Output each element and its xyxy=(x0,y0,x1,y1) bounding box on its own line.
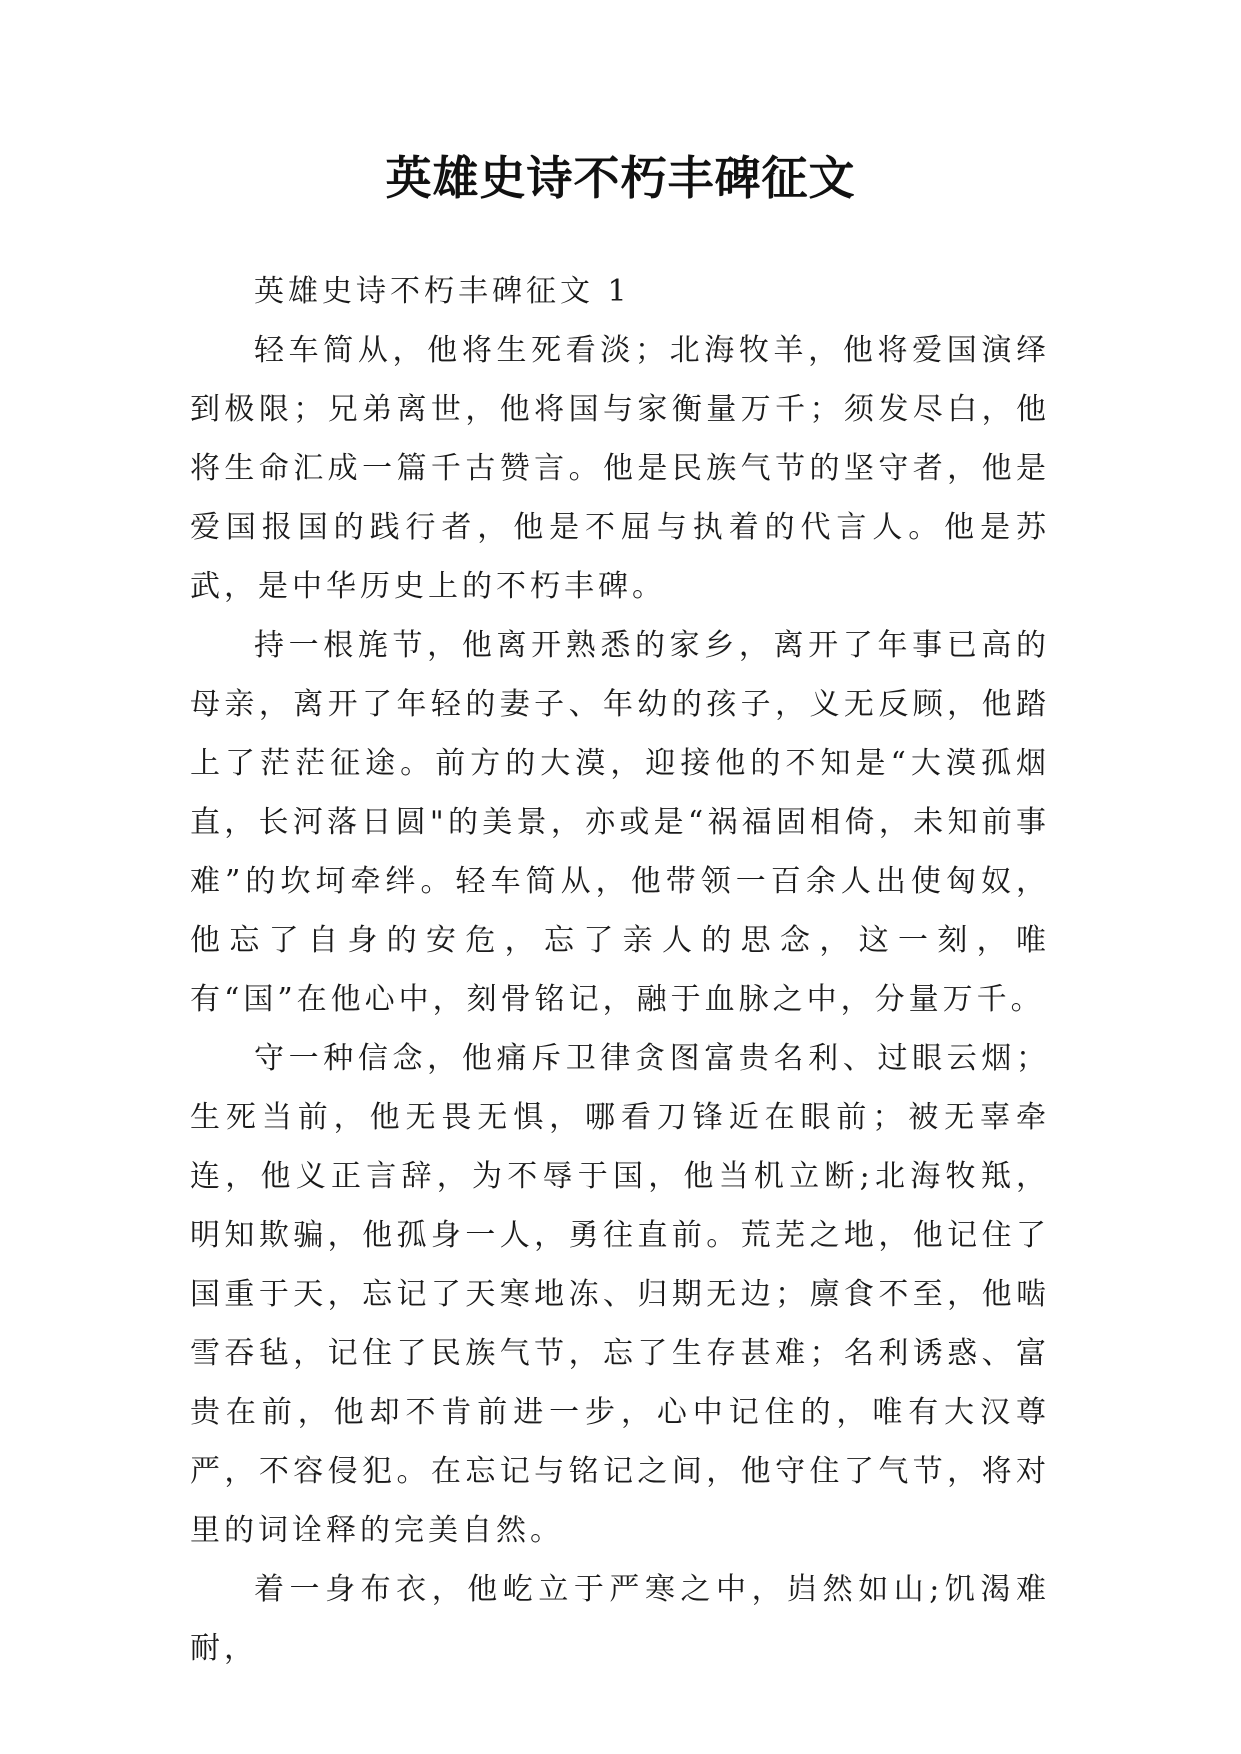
document-body xyxy=(190,262,1050,1678)
paragraph-4: 着一身布衣，他屹立于严寒之中，岿然如山;饥渴难耐， xyxy=(190,1572,1050,1666)
document-title: 英雄史诗不朽丰碑征文 xyxy=(385,151,856,205)
section-heading: 英雄史诗不朽丰碑征文 1 xyxy=(254,274,631,309)
paragraph-1: 轻车简从，他将生死看淡；北海牧羊，他将爱国演绎到极限；兄弟离世，他将国与家衡量万千；须发尽白，他将生命汇成一篇千古赞言。他是民族气节的坚守者，他是爱国报国的践行者，他是不屈与执着的代言人。他是苏武，是中华历史上的不朽丰碑。 xyxy=(190,333,1050,604)
paragraph-2: 持一根旄节，他离开熟悉的家乡，离开了年事已高的母亲，离开了年轻的妻子、年幼的孩子，义无反顾，他踏上了茫茫征途。前方的大漠，迎接他的不知是“大漠孤烟直，长河落日圆"的美景，亦或是“祸福固相倚，未知前事难”的坎坷牵绊。轻车简从，他带领一百余人出使匈奴，他忘了自身的安危，忘了亲人的思念，这一刻，唯有“国”在他心中，刻骨铭记，融于血脉之中，分量万千。 xyxy=(190,628,1050,1017)
paragraph-3: 守一种信念，他痛斥卫律贪图富贵名利、过眼云烟；生死当前，他无畏无惧，哪看刀锋近在眼前；被无辜牵连，他义正言辞，为不辱于国，他当机立断;北海牧羝，明知欺骗，他孤身一人，勇往直前。荒芜之地，他记住了国重于天，忘记了天寒地冻、归期无边；廪食不至，他啮雪吞毡，记住了民族气节，忘了生存甚难；名利诱惑、富贵在前，他却不肯前进一步，心中记住的，唯有大汉尊严，不容侵犯。在忘记与铭记之间，他守住了气节，将对里的词诠释的完美自然。 xyxy=(190,1041,1050,1548)
